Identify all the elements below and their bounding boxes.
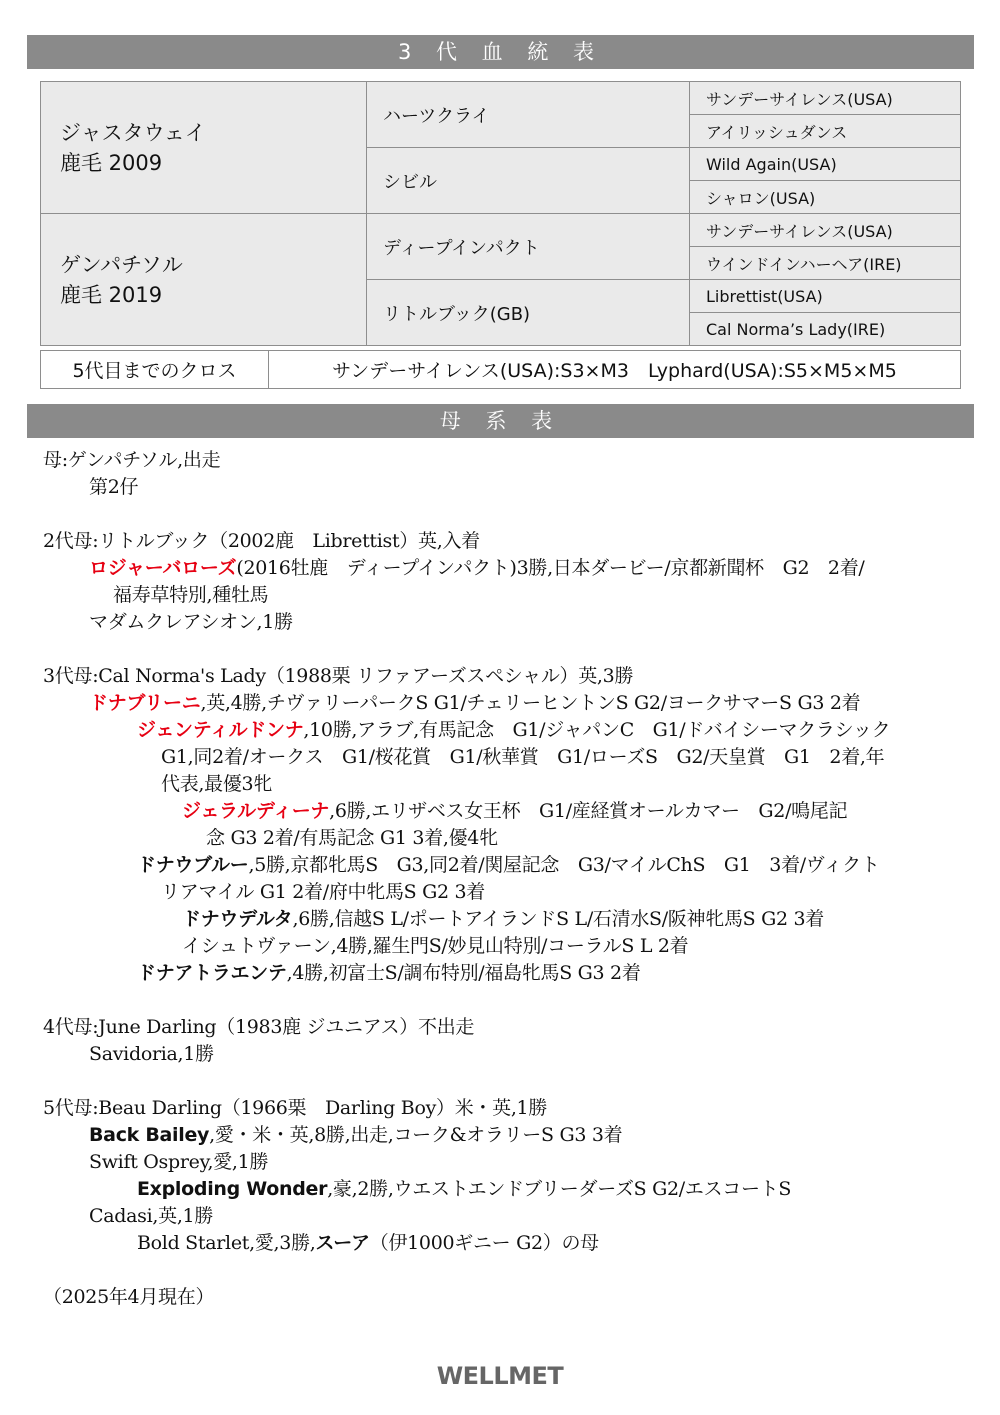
graded-winner-name: ロジャーバローズ: [89, 557, 237, 579]
family-entry: [0, 852, 1000, 879]
family-entry: [0, 555, 1000, 582]
family-entry: [0, 609, 1000, 636]
graded-winner-name: ジェンティルドンナ: [137, 719, 304, 741]
entry-text: リアマイル G1 2着/府中牝馬S G2 3着: [161, 881, 486, 903]
entry-text: マダムクレアシオン,1勝: [89, 611, 293, 633]
sire-info: 鹿毛 2009: [60, 150, 163, 175]
sire-dam-dam: シャロン(USA): [690, 181, 961, 214]
sire-sire-dam: アイリッシュダンス: [690, 115, 961, 148]
family-generation-line: [0, 447, 1000, 474]
stakes-winner-name: ドナウブルー: [137, 854, 249, 876]
entry-text: ,6勝,エリザベス女王杯 G1/産経賞オールカマー G2/鳴尾記: [329, 800, 848, 822]
family-generation-line: [0, 528, 1000, 555]
entry-text: イシュトヴァーン,4勝,羅生門S/妙見山特別/コーラルS L 2着: [182, 935, 689, 957]
family-spacer: [0, 987, 1000, 1014]
entry-text: 母:ゲンパチソル,出走: [43, 449, 221, 471]
entry-text: Savidoria,1勝: [89, 1043, 214, 1065]
sire-sire-sire: サンデーサイレンス(USA): [690, 82, 961, 115]
graded-winner-name: ドナブリーニ: [89, 692, 201, 714]
family-generation-line: [0, 663, 1000, 690]
dam-sire-dam: ウインドインハーヘア(IRE): [690, 247, 961, 280]
entry-text: ,豪,2勝,ウエストエンドブリーダーズS G2/エスコートS: [327, 1178, 792, 1200]
inbreeding-cross-row: [40, 350, 961, 389]
entry-text: ,4勝,初富士S/調布特別/福島牝馬S G3 2着: [286, 962, 641, 984]
entry-text: Bold Starlet,愛,3勝,: [137, 1232, 316, 1254]
entry-text: ,5勝,京都牝馬S G3,同2着/関屋記念 G3/マイルChS G1 3着/ヴィクト: [248, 854, 880, 876]
entry-text: 代表,最優3牝: [161, 773, 273, 795]
stakes-winner-name: ドナアトラエンテ: [137, 962, 287, 984]
sire-cell: [41, 82, 367, 214]
entry-text: (2016牡鹿 ディープインパクト)3勝,日本ダービー/京都新聞杯 G2 2着/: [236, 557, 865, 579]
family-entry: [0, 825, 1000, 852]
brand-logo: WELLMET: [436, 1362, 564, 1390]
family-entry: [0, 1149, 1000, 1176]
entry-text: ,英,4勝,チヴァリーパークS G1/チェリーヒントンS G2/ヨークサマーS G3 2着: [200, 692, 861, 714]
family-entry: [0, 744, 1000, 771]
entry-text: ,10勝,アラブ,有馬記念 G1/ジャパンC G1/ドバイシーマクラシック: [303, 719, 891, 741]
family-spacer: [0, 1068, 1000, 1095]
family-entry: [0, 1041, 1000, 1068]
dam-info: 鹿毛 2019: [60, 282, 163, 307]
sire-dam: シビル: [367, 148, 690, 214]
graded-winner-name: ジェラルディーナ: [182, 800, 330, 822]
dam-sire-sire: サンデーサイレンス(USA): [690, 214, 961, 247]
dam-cell: [41, 214, 367, 346]
entry-text: 福寿草特別,種牡馬: [113, 584, 269, 606]
family-entry: [0, 879, 1000, 906]
entry-text: 念 G3 2着/有馬記念 G1 3着,優4牝: [206, 827, 498, 849]
family-entry: [0, 582, 1000, 609]
family-generation-line: [0, 1095, 1000, 1122]
sire-name: ジャスタウェイ: [60, 120, 206, 145]
family-entry: [0, 933, 1000, 960]
family-entry: [0, 1203, 1000, 1230]
pedigree-header: 3 代 血 統 表: [27, 35, 974, 69]
family-entry: [0, 717, 1000, 744]
entry-text: 第2仔: [89, 476, 139, 498]
cross-label: 5代目までのクロス: [41, 351, 269, 389]
family-entry: [0, 690, 1000, 717]
family-spacer: [0, 501, 1000, 528]
entry-text: 5代母:Beau Darling（1966栗 Darling Boy）米・英,1勝: [43, 1097, 548, 1119]
family-spacer: [0, 1257, 1000, 1284]
entry-text: 2代母:リトルブック（2002鹿 Librettist）英,入着: [43, 530, 480, 552]
family-entry: [0, 1230, 1000, 1257]
stakes-winner-name: Exploding Wonder: [137, 1178, 328, 1200]
family-entry: [0, 771, 1000, 798]
dam-dam-dam: Cal Norma’s Lady(IRE): [690, 313, 961, 346]
family-entry: [0, 474, 1000, 501]
family-header: 母 系 表: [27, 404, 974, 438]
family-entry: [0, 906, 1000, 933]
family-generation-line: [0, 1014, 1000, 1041]
cross-value: サンデーサイレンス(USA):S3×M3 Lyphard(USA):S5×M5×M5: [269, 351, 961, 389]
entry-text: Swift Osprey,愛,1勝: [89, 1151, 269, 1173]
sire-dam-sire: Wild Again(USA): [690, 148, 961, 181]
entry-text: G1,同2着/オークス G1/桜花賞 G1/秋華賞 G1/ローズS G2/天皇賞 G1 2着,年: [161, 746, 885, 768]
stakes-winner-name: Back Bailey: [89, 1124, 210, 1146]
pedigree-table: [40, 81, 961, 346]
sire-sire: ハーツクライ: [367, 82, 690, 148]
entry-text: Cadasi,英,1勝: [89, 1205, 214, 1227]
family-entry: [0, 960, 1000, 987]
entry-text: 3代母:Cal Norma's Lady（1988栗 リファアーズスペシャル）英,3勝: [43, 665, 634, 687]
entry-text: ,愛・米・英,8勝,出走,コーク&オラリーS G3 3着: [209, 1124, 623, 1146]
family-list: [0, 447, 1000, 1311]
family-entry: [0, 798, 1000, 825]
entry-text: ,6勝,信越S L/ポートアイランドS L/石清水S/阪神牝馬S G2 3着: [292, 908, 825, 930]
entry-text: 4代母:June Darling（1983鹿 ジユニアス）不出走: [43, 1016, 475, 1038]
entry-text: （2025年4月現在）: [43, 1286, 215, 1308]
dam-name: ゲンパチソル: [60, 252, 183, 277]
dam-dam: リトルブック(GB): [367, 280, 690, 346]
family-spacer: [0, 636, 1000, 663]
family-entry: [0, 1122, 1000, 1149]
entry-text: （伊1000ギニー G2）の母: [369, 1232, 599, 1254]
dam-dam-sire: Librettist(USA): [690, 280, 961, 313]
family-entry: [0, 1176, 1000, 1203]
stakes-winner-name: スーア: [315, 1232, 370, 1254]
stakes-winner-name: ドナウデルタ: [182, 908, 293, 930]
dam-sire: ディープインパクト: [367, 214, 690, 280]
family-generation-line: [0, 1284, 1000, 1311]
